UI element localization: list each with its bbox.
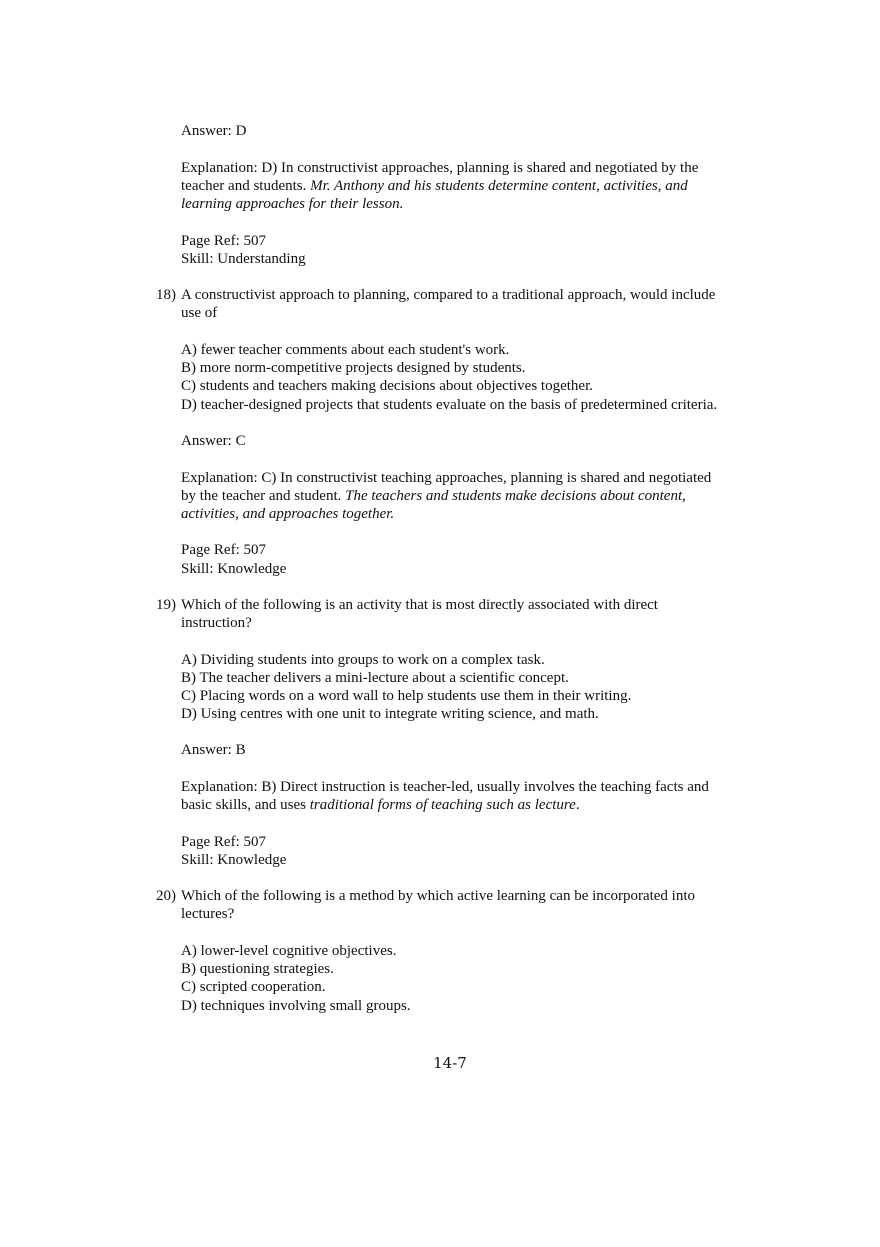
q20-number: 20) <box>156 888 176 904</box>
q17-page-ref: Page Ref: 507 <box>181 233 266 249</box>
q17-explanation-text: teacher and students. <box>181 178 311 194</box>
q19-question-line-1: Which of the following is an activity that is most directly associated with direct <box>181 597 658 613</box>
q18-explanation-text: by the teacher and student. <box>181 488 346 504</box>
q19-explanation-period: . <box>575 797 580 813</box>
q19-option-b: B) The teacher delivers a mini-lecture about a scientific concept. <box>181 670 569 686</box>
q20-question-line-2: lectures? <box>181 906 235 922</box>
q19-number: 19) <box>156 597 176 613</box>
q19-option-a: A) Dividing students into groups to work on a complex task. <box>181 652 545 668</box>
q19-skill: Skill: Knowledge <box>181 852 287 868</box>
q18-option-c: C) students and teachers making decisions about objectives together. <box>181 378 593 394</box>
q19-explanation-italic: traditional forms of teaching such as lecture <box>309 797 576 813</box>
q18-explanation-line-1: Explanation: C) In constructivist teaching approaches, planning is shared and negotiated <box>181 470 712 486</box>
q19-explanation-line-1: Explanation: B) Direct instruction is teacher-led, usually involves the teaching facts and <box>181 779 709 795</box>
q19-question-line-2: instruction? <box>181 615 252 631</box>
q17-explanation-line-2 <box>181 177 688 195</box>
q20-option-c: C) scripted cooperation. <box>181 979 326 995</box>
q18-option-a: A) fewer teacher comments about each student's work. <box>181 342 510 358</box>
q19-explanation-text: basic skills, and uses <box>181 797 310 813</box>
q17-explanation-line-3: learning approaches for their lesson. <box>181 196 404 212</box>
q18-answer: Answer: C <box>181 433 246 449</box>
q18-number: 18) <box>156 287 176 303</box>
q18-explanation-italic: The teachers and students make decisions about content, <box>345 488 686 504</box>
q18-skill: Skill: Knowledge <box>181 561 287 577</box>
q20-option-d: D) techniques involving small groups. <box>181 998 411 1014</box>
q18-page-ref: Page Ref: 507 <box>181 542 266 558</box>
q18-option-b: B) more norm-competitive projects designed by students. <box>181 360 526 376</box>
q19-answer: Answer: B <box>181 742 246 758</box>
q18-explanation-line-2 <box>181 487 686 505</box>
q17-answer: Answer: D <box>181 123 247 139</box>
q19-option-d: D) Using centres with one unit to integrate writing science, and math. <box>181 706 599 722</box>
q18-explanation-line-3: activities, and approaches together. <box>181 506 395 522</box>
q17-explanation-line-1: Explanation: D) In constructivist approaches, planning is shared and negotiated by the <box>181 160 699 176</box>
q19-page-ref: Page Ref: 507 <box>181 834 266 850</box>
q20-option-b: B) questioning strategies. <box>181 961 334 977</box>
q17-skill: Skill: Understanding <box>181 251 306 267</box>
page-number: 14-7 <box>433 1054 467 1072</box>
q19-explanation-line-2 <box>181 796 580 814</box>
q18-question-line-1: A constructivist approach to planning, compared to a traditional approach, would include <box>181 287 716 303</box>
q20-question-line-1: Which of the following is a method by which active learning can be incorporated into <box>181 888 696 904</box>
q20-option-a: A) lower-level cognitive objectives. <box>181 943 397 959</box>
q18-option-d: D) teacher-designed projects that students evaluate on the basis of predetermined criteria. <box>181 397 718 413</box>
q17-explanation-italic: Mr. Anthony and his students determine content, activities, and <box>310 178 688 194</box>
q19-option-c: C) Placing words on a word wall to help students use them in their writing. <box>181 688 632 704</box>
q18-question-line-2: use of <box>181 305 218 321</box>
